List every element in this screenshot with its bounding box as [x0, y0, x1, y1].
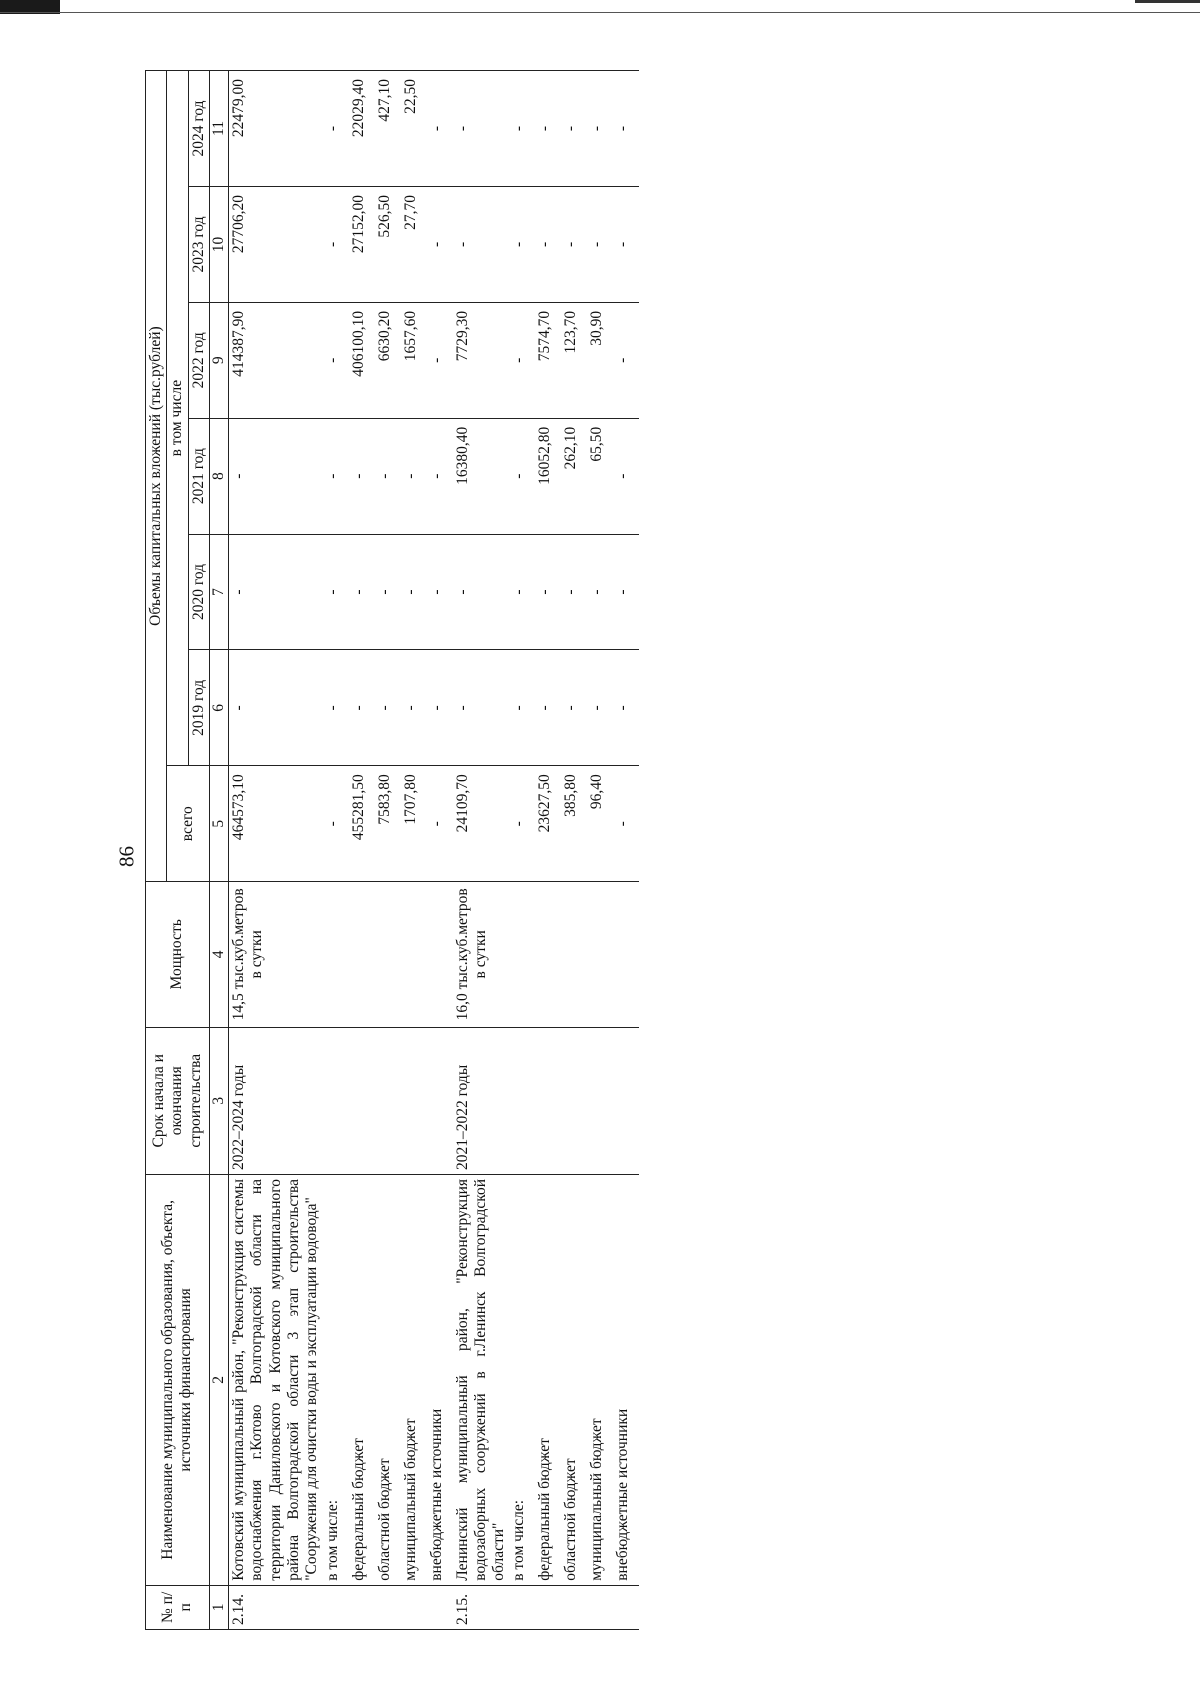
row-value: -: [375, 650, 401, 766]
row-value: -: [453, 534, 510, 650]
row-value: 27,70: [401, 187, 427, 303]
header-capacity: Мощность: [146, 882, 210, 1027]
row-value: 16052,80: [535, 418, 561, 534]
column-number: 11: [209, 71, 228, 187]
row-value: -: [349, 418, 375, 534]
row-value: -: [509, 650, 535, 766]
row-name: в том числе:: [509, 1174, 535, 1585]
column-number: 1: [209, 1585, 228, 1629]
row-value: -: [535, 650, 561, 766]
row-value: -: [427, 71, 453, 187]
row-value: 27706,20: [229, 187, 323, 303]
row-value: 22479,00: [229, 71, 323, 187]
row-name: областной бюджет: [561, 1174, 587, 1585]
row-total: 96,40: [587, 766, 613, 882]
row-value: 7729,30: [453, 302, 510, 418]
header-period: Срок начала и окончания строительства: [146, 1027, 210, 1174]
row-value: -: [323, 187, 349, 303]
header-year: 2024 год: [188, 71, 209, 187]
column-number: 10: [209, 187, 228, 303]
column-number: 5: [209, 766, 228, 882]
table-row: [427, 71, 453, 1630]
row-period: 2022–2024 годы: [229, 1027, 323, 1174]
row-total: -: [323, 766, 349, 882]
row-value: -: [613, 534, 639, 650]
row-value: 27152,00: [349, 187, 375, 303]
column-number: 7: [209, 534, 228, 650]
header-name: Наименование муниципального образования, объекта, источники финансирования: [146, 1174, 210, 1585]
row-total: 23627,50: [535, 766, 561, 882]
row-total: 7583,80: [375, 766, 401, 882]
row-value: -: [561, 187, 587, 303]
row-total: 455281,50: [349, 766, 375, 882]
row-value: -: [323, 418, 349, 534]
row-value: 262,10: [561, 418, 587, 534]
row-value: -: [561, 650, 587, 766]
row-value: -: [323, 534, 349, 650]
row-name: внебюджетные источники: [613, 1174, 639, 1585]
row-value: -: [349, 534, 375, 650]
row-name: внебюджетные источники: [427, 1174, 453, 1585]
column-number: 8: [209, 418, 228, 534]
row-total: 1707,80: [401, 766, 427, 882]
row-name: муниципальный бюджет: [401, 1174, 427, 1585]
scan-edge-line: [0, 12, 1200, 13]
row-value: -: [375, 418, 401, 534]
row-total: -: [427, 766, 453, 882]
column-number: 9: [209, 302, 228, 418]
header-year: 2022 год: [188, 302, 209, 418]
table-row: [323, 71, 349, 1630]
header-year: 2023 год: [188, 187, 209, 303]
capital-investment-table: [145, 70, 639, 1630]
table-row: [453, 71, 510, 1630]
row-value: -: [587, 71, 613, 187]
table-row: [613, 71, 639, 1630]
row-name: в том числе:: [323, 1174, 349, 1585]
row-value: 526,50: [375, 187, 401, 303]
header-year: 2020 год: [188, 534, 209, 650]
row-value: -: [427, 302, 453, 418]
header-year: 2019 год: [188, 650, 209, 766]
table-row: [561, 71, 587, 1630]
header-num: № п/п: [146, 1585, 210, 1629]
row-value: -: [401, 534, 427, 650]
row-value: -: [323, 650, 349, 766]
row-value: 22029,40: [349, 71, 375, 187]
row-total: 464573,10: [229, 766, 323, 882]
table-row: [401, 71, 427, 1630]
row-value: -: [613, 187, 639, 303]
row-value: -: [561, 71, 587, 187]
rotated-table-wrapper: [145, 70, 965, 1630]
row-value: -: [535, 187, 561, 303]
row-total: -: [613, 766, 639, 882]
row-value: 123,70: [561, 302, 587, 418]
row-name: федеральный бюджет: [535, 1174, 561, 1585]
row-value: -: [229, 534, 323, 650]
row-value: -: [587, 534, 613, 650]
row-value: -: [453, 650, 510, 766]
page-number: 86: [114, 846, 139, 867]
row-value: -: [401, 418, 427, 534]
row-value: -: [535, 534, 561, 650]
row-value: 414387,90: [229, 302, 323, 418]
row-value: 65,50: [587, 418, 613, 534]
column-number: 2: [209, 1174, 228, 1585]
row-value: 16380,40: [453, 418, 510, 534]
row-value: -: [453, 187, 510, 303]
row-value: -: [509, 534, 535, 650]
row-value: 22,50: [401, 71, 427, 187]
row-num: 2.15.: [453, 1585, 510, 1629]
row-num: 2.14.: [229, 1585, 323, 1629]
header-total: всего: [167, 766, 210, 882]
column-number: 4: [209, 882, 228, 1027]
row-value: -: [453, 71, 510, 187]
row-value: -: [375, 534, 401, 650]
column-number: 6: [209, 650, 228, 766]
row-value: -: [509, 418, 535, 534]
table-row: [509, 71, 535, 1630]
row-value: -: [535, 71, 561, 187]
row-capacity: 14,5 тыс.куб.метров в сутки: [229, 882, 323, 1027]
row-value: -: [427, 418, 453, 534]
row-value: 427,10: [375, 71, 401, 187]
row-value: -: [349, 650, 375, 766]
header-including: в том числе: [167, 71, 188, 766]
row-value: -: [613, 71, 639, 187]
row-value: -: [323, 71, 349, 187]
row-value: -: [509, 71, 535, 187]
row-total: 385,80: [561, 766, 587, 882]
row-value: 30,90: [587, 302, 613, 418]
row-name: Ленинский муниципальный район, "Реконструкция водозаборных сооружений в г.Ленинск Волгоградской области": [453, 1174, 510, 1585]
table-row: [587, 71, 613, 1630]
column-number: 3: [209, 1027, 228, 1174]
row-value: -: [427, 650, 453, 766]
row-capacity: 16,0 тыс.куб.метров в сутки: [453, 882, 510, 1027]
row-value: -: [229, 418, 323, 534]
row-value: -: [613, 650, 639, 766]
row-total: -: [509, 766, 535, 882]
row-value: -: [323, 302, 349, 418]
table-row: [349, 71, 375, 1630]
row-name: Котовский муниципальный район, "Реконструкция системы водоснабжения г.Котово Волгоградской области на территории Даниловского и Котовского муниципального района Волгоградской области 3 этап строительства "Сооружения для очистки воды и эксплуатации водовода": [229, 1174, 323, 1585]
row-value: -: [613, 302, 639, 418]
row-value: 1657,60: [401, 302, 427, 418]
header-year: 2021 год: [188, 418, 209, 534]
table-row: [535, 71, 561, 1630]
row-value: -: [401, 650, 427, 766]
row-value: -: [427, 187, 453, 303]
column-number-row: [209, 71, 228, 1630]
row-value: -: [561, 534, 587, 650]
row-name: федеральный бюджет: [349, 1174, 375, 1585]
row-value: -: [587, 650, 613, 766]
table-row: [375, 71, 401, 1630]
row-name: муниципальный бюджет: [587, 1174, 613, 1585]
row-value: -: [229, 650, 323, 766]
row-value: -: [509, 187, 535, 303]
row-total: 24109,70: [453, 766, 510, 882]
row-value: 6630,20: [375, 302, 401, 418]
row-value: -: [613, 418, 639, 534]
scan-edge-mark: [1135, 0, 1200, 3]
row-value: -: [509, 302, 535, 418]
row-value: 406100,10: [349, 302, 375, 418]
row-period: 2021–2022 годы: [453, 1027, 510, 1174]
row-value: 7574,70: [535, 302, 561, 418]
table-row: [229, 71, 323, 1630]
row-value: -: [427, 534, 453, 650]
row-value: -: [587, 187, 613, 303]
header-investment-group: Объемы капитальных вложений (тыс.рублей): [146, 71, 167, 882]
row-name: областной бюджет: [375, 1174, 401, 1585]
